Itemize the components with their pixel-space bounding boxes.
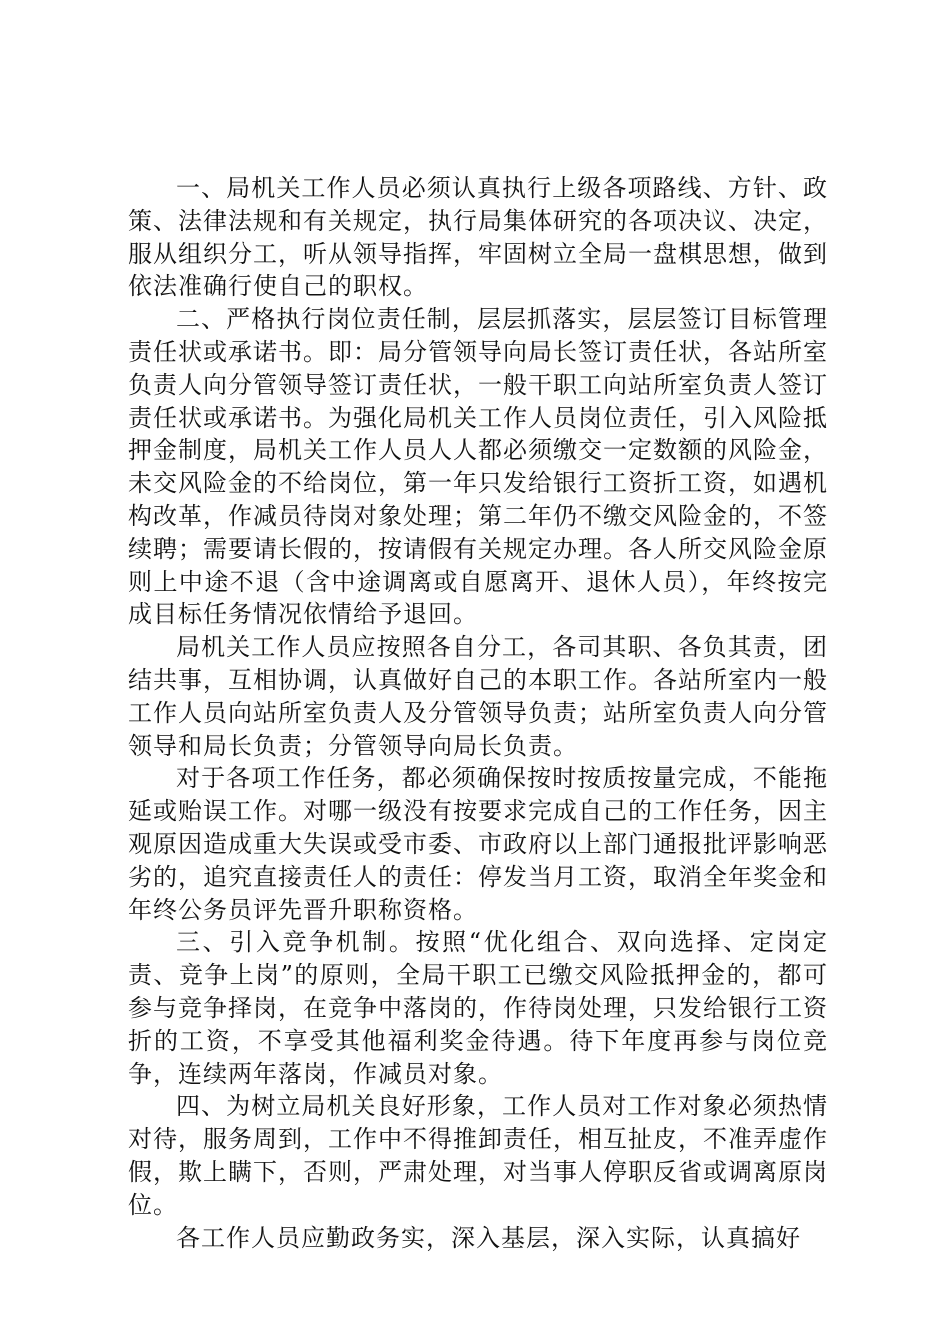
- paragraph-6: 四、为树立局机关良好形象，工作人员对工作对象必须热情对待，服务周到，工作中不得推卸责任，相互扯皮，不准弄虚作假，欺上瞒下，否则，严肃处理，对当事人停职反省或调离原岗位。: [128, 1092, 828, 1219]
- document-body: [128, 172, 828, 1254]
- paragraph-1: 一、局机关工作人员必须认真执行上级各项路线、方针、政策、法律法规和有关规定，执行局集体研究的各项决议、决定，服从组织分工，听从领导指挥，牢固树立全局一盘棋思想，做到依法准确行使自己的职权。: [128, 174, 828, 301]
- paragraph-7: 各工作人员应勤政务实，深入基层，深入实际，认真搞好: [176, 1223, 801, 1252]
- paragraph-5: 三、引入竞争机制。按照“优化组合、双向选择、定岗定责、竞争上岗”的原则，全局干职工已缴交风险抵押金的，都可参与竞争择岗，在竞争中落岗的，作待岗处理，只发给银行工资折的工资，不享受其他福利奖金待遇。待下年度再参与岗位竞争，连续两年落岗，作减员对象。: [128, 928, 828, 1088]
- paragraph-3: 局机关工作人员应按照各自分工，各司其职、各负其责，团结共事，互相协调，认真做好自己的本职工作。各站所室内一般工作人员向站所室负责人及分管领导负责；站所室负责人向分管领导和局长负责；分管领导向局长负责。: [128, 633, 828, 760]
- paragraph-2: 二、严格执行岗位责任制，层层抓落实，层层签订目标管理责任状或承诺书。即：局分管领导向局长签订责任状，各站所室负责人向分管领导签订责任状，一般干职工向站所室负责人签订责任状或承诺书。为强化局机关工作人员岗位责任，引入风险抵押金制度，局机关工作人员人人都必须缴交一定数额的风险金，未交风险金的不给岗位，第一年只发给银行工资折工资，如遇机构改革，作减员待岗对象处理；第二年仍不缴交风险金的，不签续聘；需要请长假的，按请假有关规定办理。各人所交风险金原则上中途不退（含中途调离或自愿离开、退休人员），年终按完成目标任务情况依情给予退回。: [128, 305, 828, 629]
- paragraph-4: 对于各项工作任务，都必须确保按时按质按量完成，不能拖延或贻误工作。对哪一级没有按要求完成自己的工作任务，因主观原因造成重大失误或受市委、市政府以上部门通报批评影响恶劣的，追究直接责任人的责任：停发当月工资，取消全年奖金和年终公务员评先晋升职称资格。: [128, 764, 828, 924]
